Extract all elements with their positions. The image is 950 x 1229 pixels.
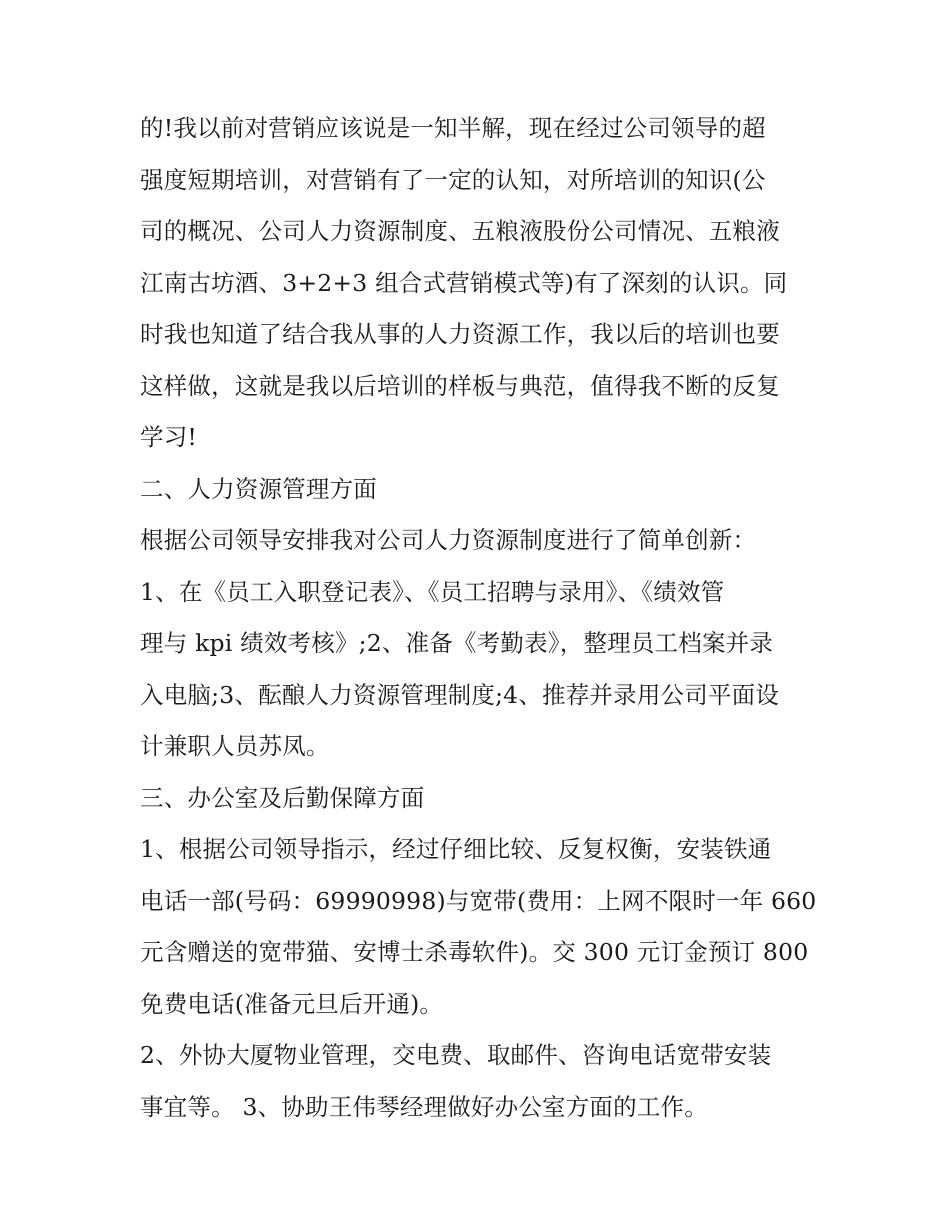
- paragraph-training-reflection: [140, 103, 820, 464]
- section-heading-office-logistics: [140, 773, 820, 825]
- section-heading-hr-management: [140, 464, 820, 516]
- text-line: 江南古坊酒、3+2+3 组合式营销模式等)有了深刻的认识。同: [140, 268, 788, 297]
- document-body: [140, 103, 820, 1133]
- text-line: 电话一部(号码：69990998)与宽带(费用：上网不限时一年 660: [140, 886, 817, 915]
- text-line: 免费电话(准备元旦后开通)。: [140, 989, 444, 1018]
- heading-text: 二、人力资源管理方面: [140, 474, 377, 503]
- text-line: 司的概况、公司人力资源制度、五粮液股份公司情况、五粮液: [140, 217, 780, 245]
- text-line: 入电脑;3、酝酿人力资源管理制度;4、推荐并录用公司平面设: [140, 680, 780, 709]
- text-line: 的!我以前对营销应该说是一知半解，现在经过公司领导的超: [140, 114, 766, 142]
- text-line: 元含赠送的宽带猫、安博士杀毒软件)。交 300 元订金预订 800: [140, 938, 809, 966]
- text-line: 理与 kpi 绩效考核》;2、准备《考勤表》，整理员工档案并录: [140, 629, 774, 657]
- text-line: 根据公司领导安排我对公司人力资源制度进行了简单创新：: [140, 526, 757, 554]
- paragraph-office-item-2-3: [140, 1030, 820, 1133]
- text-line: 强度短期培训，对营销有了一定的认知，对所培训的知识(公: [140, 165, 766, 194]
- text-line: 这样做，这就是我以后培训的样板与典范，值得我不断的反复: [140, 371, 780, 400]
- text-line: 事宜等。 3、协助王伟琴经理做好办公室方面的工作。: [140, 1092, 708, 1121]
- text-line: 计兼职人员苏凤。: [140, 732, 330, 760]
- paragraph-hr-items: [140, 567, 820, 773]
- text-line: 1、根据公司领导指示，经过仔细比较、反复权衡，安装铁通: [140, 835, 772, 863]
- heading-text: 三、办公室及后勤保障方面: [140, 783, 425, 812]
- text-line: 学习!: [140, 423, 198, 451]
- paragraph-hr-intro: [140, 515, 820, 567]
- paragraph-office-item-1: [140, 824, 820, 1030]
- text-line: 时我也知道了结合我从事的人力资源工作，我以后的培训也要: [140, 320, 780, 348]
- text-line: 2、外协大厦物业管理，交电费、取邮件、咨询电话宽带安装: [140, 1041, 772, 1069]
- text-line: 1、在《员工入职登记表》、《员工招聘与录用》、《绩效管: [140, 577, 725, 606]
